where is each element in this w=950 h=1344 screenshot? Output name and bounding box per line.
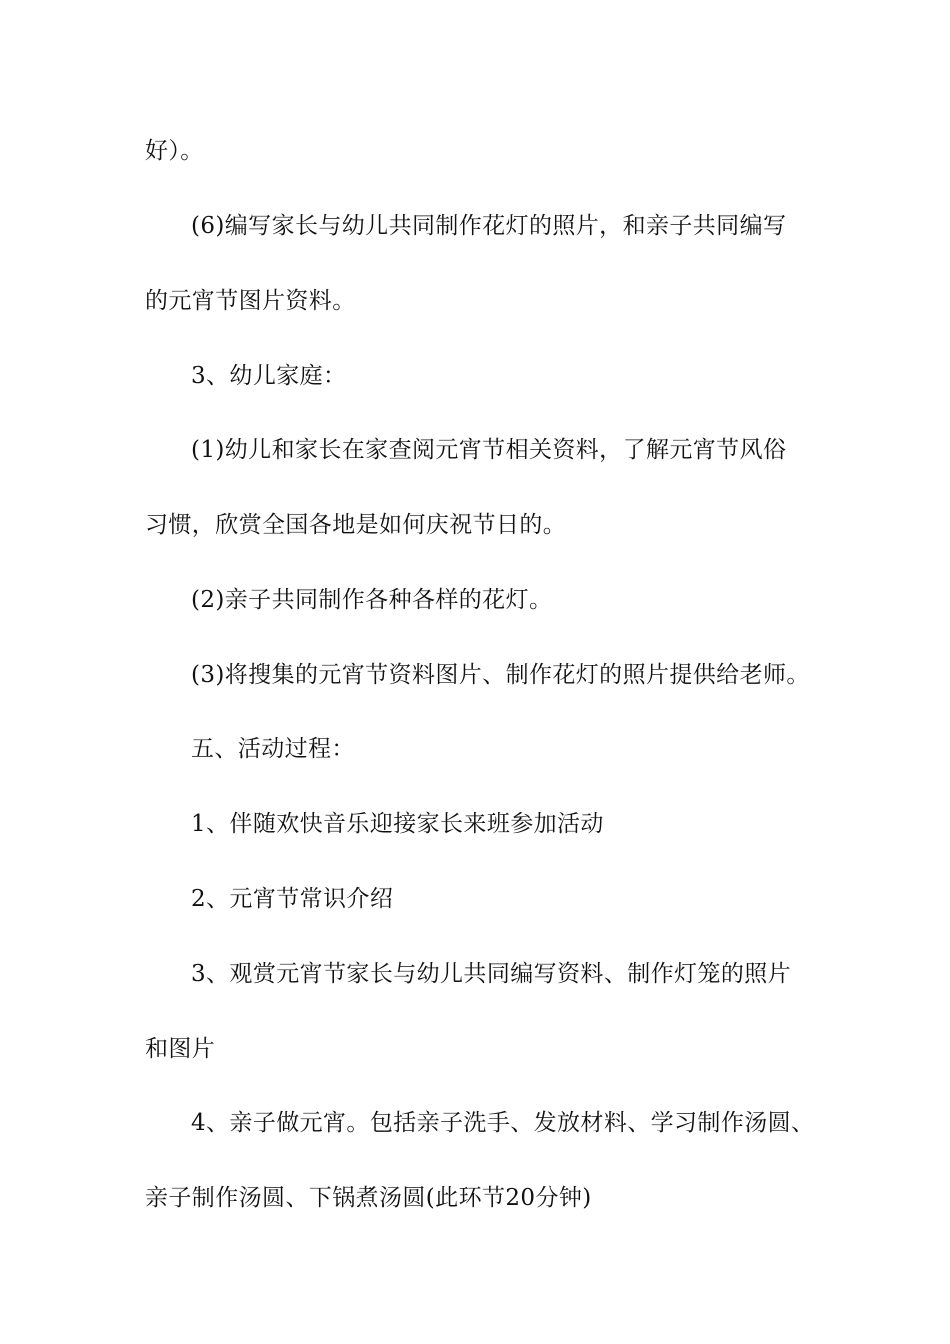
paragraph-line: 和图片 xyxy=(145,1036,216,1062)
paragraph-line: 1、伴随欢快音乐迎接家长来班参加活动 xyxy=(191,811,604,837)
paragraph-line: 2、元宵节常识介绍 xyxy=(191,886,394,912)
paragraph-line: (1)幼儿和家长在家查阅元宵节相关资料，了解元宵节风俗 xyxy=(191,437,787,463)
paragraph-line: (2)亲子共同制作各种各样的花灯。 xyxy=(191,587,553,613)
section-heading: 3、幼儿家庭： xyxy=(191,363,347,389)
paragraph-line: 4、亲子做元宵。包括亲子洗手、发放材料、学习制作汤圆、 xyxy=(191,1110,815,1136)
paragraph-line: (3)将搜集的元宵节资料图片、制作花灯的照片提供给老师。 xyxy=(191,662,810,688)
paragraph-line: 习惯，欣赏全国各地是如何庆祝节日的。 xyxy=(145,512,567,538)
paragraph-line: (6)编写家长与幼儿共同制作花灯的照片，和亲子共同编写 xyxy=(191,213,787,239)
paragraph-line: 亲子制作汤圆、下锅煮汤圆(此环节20分钟) xyxy=(145,1185,592,1211)
paragraph-line: 好）。 xyxy=(145,138,204,164)
paragraph-line: 的元宵节图片资料。 xyxy=(145,288,356,314)
section-heading: 五、活动过程： xyxy=(191,736,355,762)
paragraph-line: 3、观赏元宵节家长与幼儿共同编写资料、制作灯笼的照片 xyxy=(191,961,792,987)
